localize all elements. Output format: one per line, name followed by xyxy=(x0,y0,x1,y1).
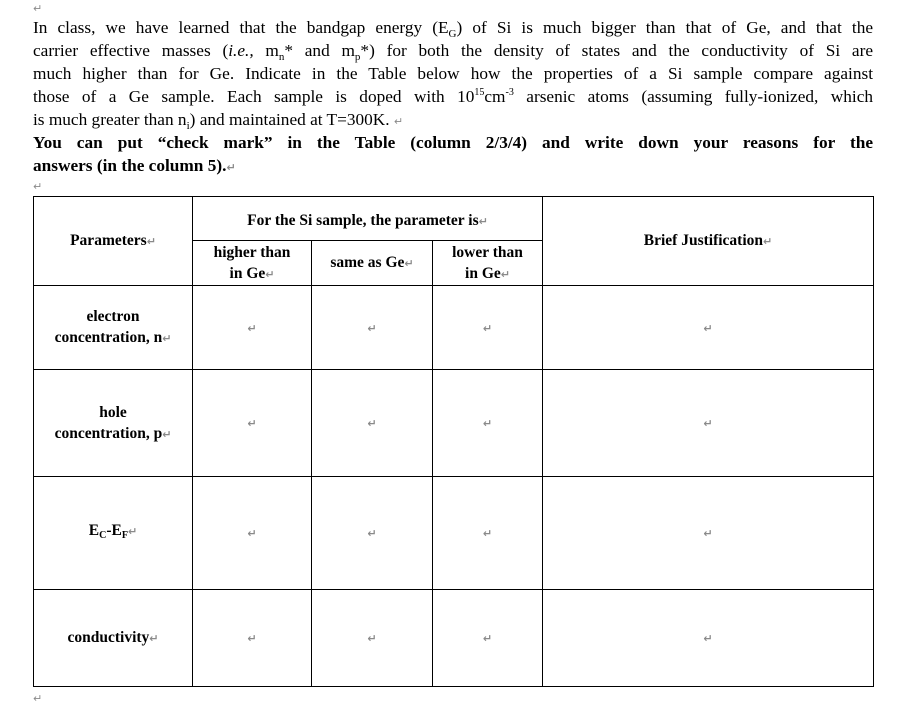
cell-mark-icon: ↵ xyxy=(127,525,138,538)
cell-mark-icon: ↵ xyxy=(482,527,493,540)
table-row xyxy=(34,590,874,687)
table-row xyxy=(34,477,874,590)
justification-cell[interactable] xyxy=(543,370,874,477)
cell-mark-icon: ↵ xyxy=(482,321,493,335)
param-conductivity: conductivity↵ xyxy=(34,590,193,687)
cell-mark-icon: ↵ xyxy=(247,417,257,430)
table-row xyxy=(34,286,874,370)
cell-mark-icon: ↵ xyxy=(482,417,493,430)
check-cell-lower[interactable] xyxy=(433,590,543,687)
justification-cell[interactable] xyxy=(543,590,874,687)
cell-mark-icon: ↵ xyxy=(162,427,172,441)
check-cell-higher[interactable] xyxy=(193,477,312,590)
cell-mark-icon: ↵ xyxy=(703,527,713,540)
paragraph-line: those of a Ge sample. Each sample is doped with $10^{15}cm^{-3}$ arsenic atoms (assuming fully-ionized, which xyxy=(33,87,874,106)
cell-mark-icon: ↵ xyxy=(247,632,257,645)
cell-mark-icon: ↵ xyxy=(247,321,257,335)
instruction-line: You can put “check mark” in the Table (column 2/3/4) and write down your reasons for the xyxy=(33,133,873,152)
check-cell-same[interactable] xyxy=(312,286,433,370)
header-group: For the Si sample, the parameter is↵ xyxy=(193,197,543,241)
cell-mark-icon: ↵ xyxy=(367,632,377,645)
cell-mark-icon: ↵ xyxy=(162,332,172,345)
cell-mark-icon: ↵ xyxy=(703,632,713,645)
justification-cell[interactable] xyxy=(543,286,874,370)
cell-mark-icon: ↵ xyxy=(482,632,493,645)
comparison-table xyxy=(33,196,874,687)
paragraph-mark-icon: ↵ xyxy=(33,2,43,15)
cell-mark-icon: ↵ xyxy=(703,321,713,335)
param-electron-concentration: electron concentration, n↵ xyxy=(34,286,193,370)
check-cell-higher[interactable] xyxy=(193,370,312,477)
check-cell-same[interactable] xyxy=(312,370,433,477)
param-hole-concentration: hole concentration, p↵ xyxy=(34,370,193,477)
paragraph-line: carrier effective masses (i.e., $m_n*$ and $m_p*$) for both the density of states and the conductivity of Si are xyxy=(33,41,874,63)
cell-mark-icon: ↵ xyxy=(478,214,488,228)
paragraph-line: is much greater than $n_i$) and maintained at T=300K. ↵ xyxy=(33,110,404,132)
cell-mark-icon: ↵ xyxy=(703,417,713,430)
cell-mark-icon: ↵ xyxy=(367,321,377,335)
paragraph-mark-icon: ↵ xyxy=(33,692,43,705)
paragraph-mark-icon: ↵ xyxy=(393,115,404,128)
paragraph-line: much higher than for Ge. Indicate in the Table below how the properties of a Si sample compare against xyxy=(33,64,873,83)
cell-mark-icon: ↵ xyxy=(404,257,414,270)
paragraph-line: In class, we have learned that the bandgap energy $(E_G)$ of Si is much bigger than that of Ge, and that the xyxy=(33,18,874,40)
cell-mark-icon: ↵ xyxy=(367,417,377,430)
check-cell-same[interactable] xyxy=(312,590,433,687)
instruction-line: answers (in the column 5).↵ xyxy=(33,156,236,175)
header-lower: lower than in Ge↵ xyxy=(433,241,543,286)
cell-mark-icon: ↵ xyxy=(763,235,773,248)
cell-mark-icon: ↵ xyxy=(367,527,377,540)
check-cell-higher[interactable] xyxy=(193,286,312,370)
problem-paragraph xyxy=(33,16,873,133)
check-cell-same[interactable] xyxy=(312,477,433,590)
param-ec-minus-ef: EC-EF↵ xyxy=(34,477,193,590)
cell-mark-icon: ↵ xyxy=(265,267,275,281)
header-higher: higher than in Ge↵ xyxy=(193,241,312,286)
paragraph-mark-icon: ↵ xyxy=(33,180,43,193)
cell-mark-icon: ↵ xyxy=(146,235,156,248)
header-parameters: Parameters↵ xyxy=(34,197,193,286)
header-justification: Brief Justification↵ xyxy=(543,197,874,286)
check-cell-lower[interactable] xyxy=(433,286,543,370)
table-row xyxy=(34,370,874,477)
table-header-row xyxy=(34,197,874,241)
paragraph-mark-icon: ↵ xyxy=(226,161,236,174)
check-cell-lower[interactable] xyxy=(433,370,543,477)
check-cell-lower[interactable] xyxy=(433,477,543,590)
justification-cell[interactable] xyxy=(543,477,874,590)
header-same: same as Ge↵ xyxy=(312,241,433,286)
instruction-text xyxy=(33,131,873,179)
cell-mark-icon: ↵ xyxy=(149,632,159,645)
cell-mark-icon: ↵ xyxy=(500,267,510,281)
check-cell-higher[interactable] xyxy=(193,590,312,687)
cell-mark-icon: ↵ xyxy=(247,527,257,540)
